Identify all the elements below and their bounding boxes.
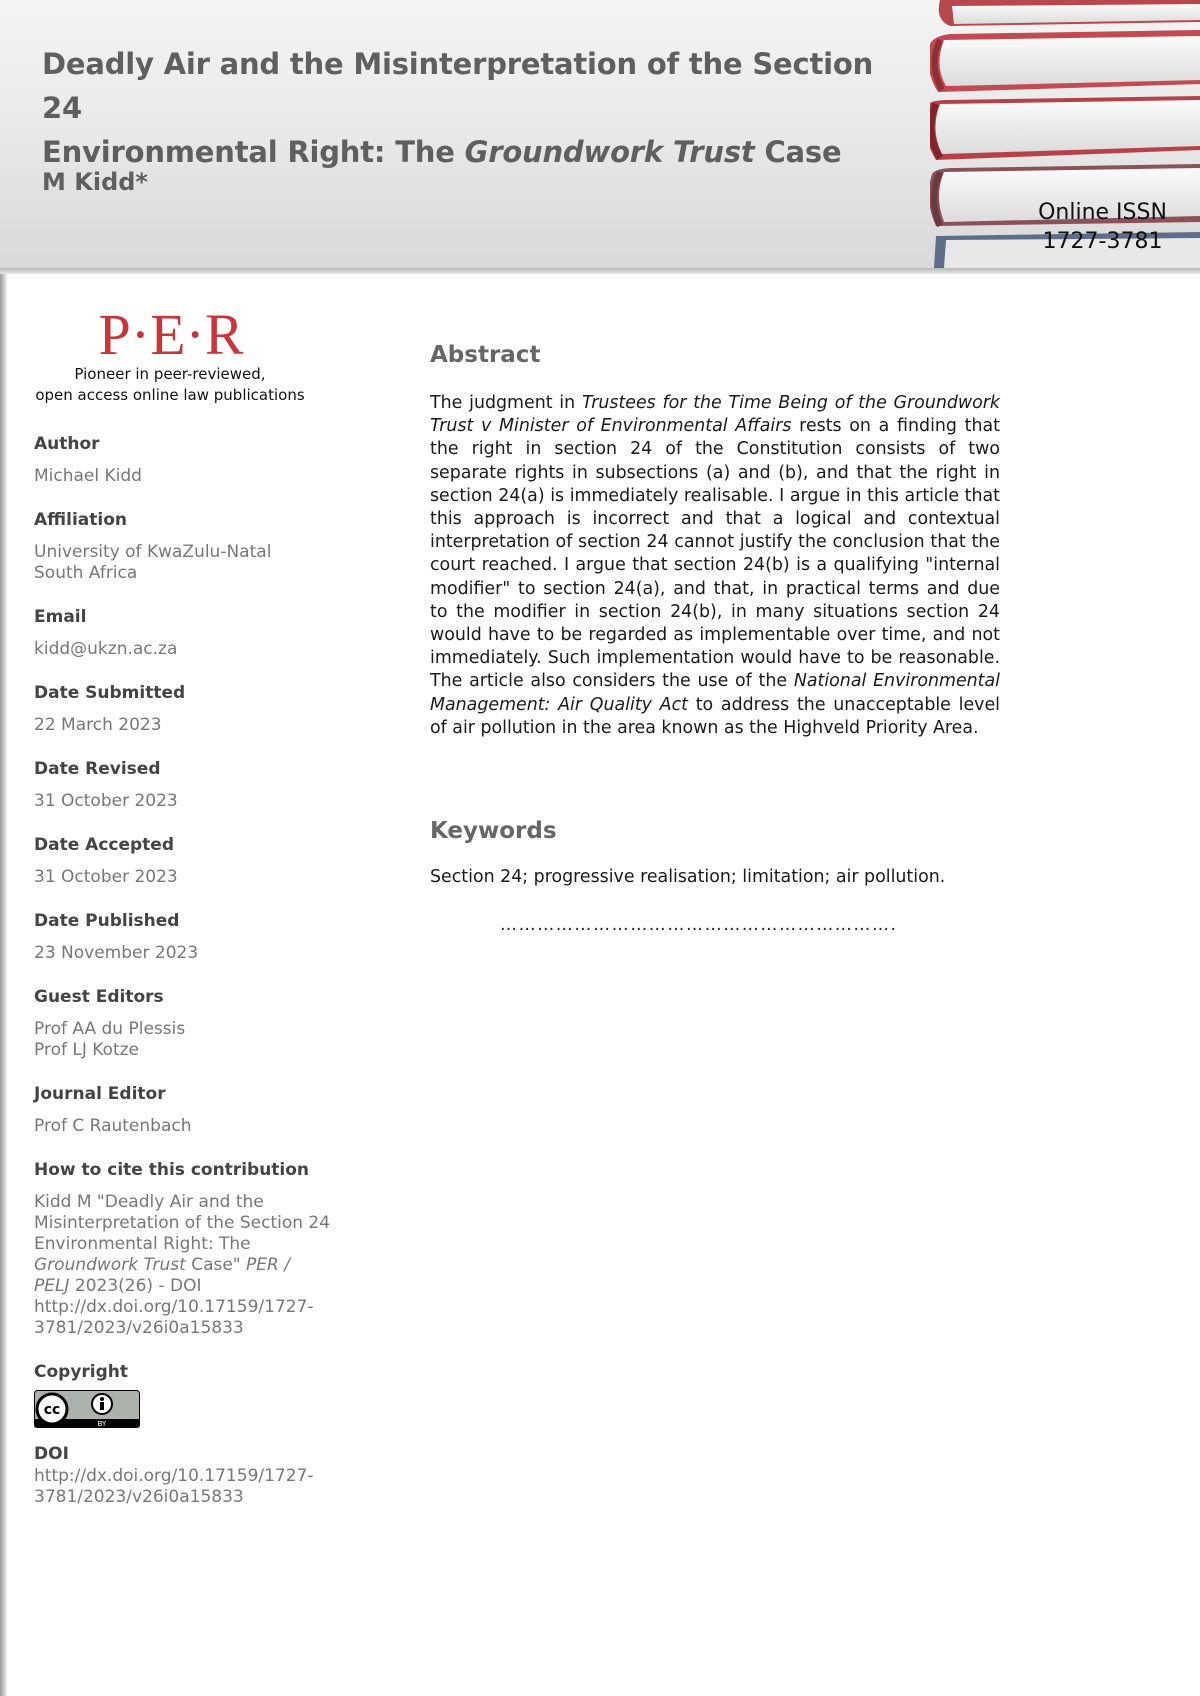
citation-case-name: Groundwork Trust bbox=[34, 1255, 186, 1275]
guest-editors-value: Prof AA du Plessis Prof LJ Kotze bbox=[34, 1019, 186, 1060]
article-title bbox=[42, 42, 922, 174]
main-column bbox=[430, 340, 1000, 935]
affiliation-value: University of KwaZulu-Natal South Africa bbox=[34, 542, 272, 583]
citation-journal: PER / PELJ bbox=[34, 1255, 290, 1296]
doi-link[interactable]: http://dx.doi.org/10.17159/1727- 3781/2023/v26i0a15833 bbox=[34, 1466, 314, 1507]
date-submitted-value: 22 March 2023 bbox=[34, 715, 162, 735]
date-submitted-label: Date Submitted bbox=[34, 683, 186, 703]
tagline-line-1: Pioneer in peer-reviewed, bbox=[74, 365, 266, 383]
date-published-value: 23 November 2023 bbox=[34, 943, 199, 963]
section-separator: ………………………………………………………. bbox=[500, 915, 898, 936]
journal-editor-value: Prof C Rautenbach bbox=[34, 1116, 192, 1136]
tagline-line-2: open access online law publications bbox=[35, 386, 305, 404]
abstract-part-1: The judgment in bbox=[430, 393, 582, 413]
abstract-part-3: rests on a finding that the right in section 24 of the Constitution consists of two separate rights in subsections (a) and (b), and that the right in section 24(a) is immediately realisable. I argue in this article that this approach is incorrect and that a logical and contextual interpretation of section 24 cannot justify the conclusion that the court reached. I argue that section 24(b) is a qualifying "internal modifier" to section 24(a), and that, in practical terms and due to the modifier in section 24(b), in many situations section 24 would have to be regarded as implementable over time, and not immediately. Such implementation would have to be reasonable. The article also considers the use of the bbox=[430, 416, 1000, 692]
abstract-heading: Abstract bbox=[430, 342, 541, 368]
citation-doi[interactable]: 2023(26) - DOI http://dx.doi.org/10.17159/1727- 3781/2023/v26i0a15833 bbox=[34, 1276, 314, 1338]
cc-text: cc bbox=[43, 1402, 61, 1418]
title-line-2: Environmental Right: The bbox=[42, 135, 465, 169]
date-revised-label: Date Revised bbox=[34, 759, 161, 779]
date-accepted-value: 31 October 2023 bbox=[34, 867, 178, 887]
per-logo-text: P·E·R bbox=[98, 302, 244, 364]
citation-text bbox=[34, 1192, 334, 1339]
by-text: BY bbox=[97, 1420, 107, 1428]
citation-part-1: Kidd M "Deadly Air and the Misinterpretation of the Section 24 Environmental Right: The bbox=[34, 1192, 331, 1254]
title-line-1: Deadly Air and the Misinterpretation of the Section 24 bbox=[42, 47, 874, 125]
title-line-2-suffix: Case bbox=[754, 135, 842, 169]
header-band bbox=[0, 0, 1200, 268]
copyright-label: Copyright bbox=[34, 1362, 129, 1382]
citation-part-3: Case" bbox=[185, 1255, 247, 1275]
doi-label: DOI bbox=[34, 1444, 69, 1464]
abstract-part-5: to address the unacceptable level of air pollution in the area known as the Highveld Priority Area. bbox=[430, 694, 1000, 738]
online-issn bbox=[1010, 198, 1195, 256]
abstract-act-name: National Environmental Management: Air Quality Act bbox=[430, 671, 1000, 715]
affiliation-label: Affiliation bbox=[34, 510, 127, 530]
issn-number: 1727-3781 bbox=[1042, 229, 1163, 254]
date-revised-value: 31 October 2023 bbox=[34, 791, 178, 811]
abstract-text bbox=[430, 392, 1000, 740]
per-logo bbox=[96, 300, 246, 364]
date-published-label: Date Published bbox=[34, 911, 180, 931]
keywords-text: Section 24; progressive realisation; limitation; air pollution. bbox=[430, 867, 946, 888]
email-label: Email bbox=[34, 607, 87, 627]
cc-by-license-icon[interactable] bbox=[34, 1390, 140, 1428]
keywords-heading: Keywords bbox=[430, 818, 557, 845]
issn-label: Online ISSN bbox=[1038, 200, 1167, 225]
citation-label: How to cite this contribution bbox=[34, 1160, 310, 1180]
logo-tagline bbox=[20, 364, 320, 406]
abstract-case-name: Trustees for the Time Being of the Groundwork Trust v Minister of Environmental Affairs bbox=[430, 393, 1000, 437]
author-label: Author bbox=[34, 434, 100, 454]
date-accepted-label: Date Accepted bbox=[34, 835, 174, 855]
journal-editor-label: Journal Editor bbox=[34, 1084, 166, 1104]
author-value: Michael Kidd bbox=[34, 466, 142, 486]
email-link[interactable]: kidd@ukzn.ac.za bbox=[34, 639, 178, 659]
header-divider bbox=[0, 268, 1200, 274]
left-margin-rule bbox=[0, 274, 7, 1696]
guest-editors-label: Guest Editors bbox=[34, 987, 164, 1007]
header-author: M Kidd* bbox=[42, 168, 148, 196]
metadata-sidebar bbox=[34, 432, 334, 1529]
title-italic-case-name: Groundwork Trust bbox=[464, 135, 755, 169]
